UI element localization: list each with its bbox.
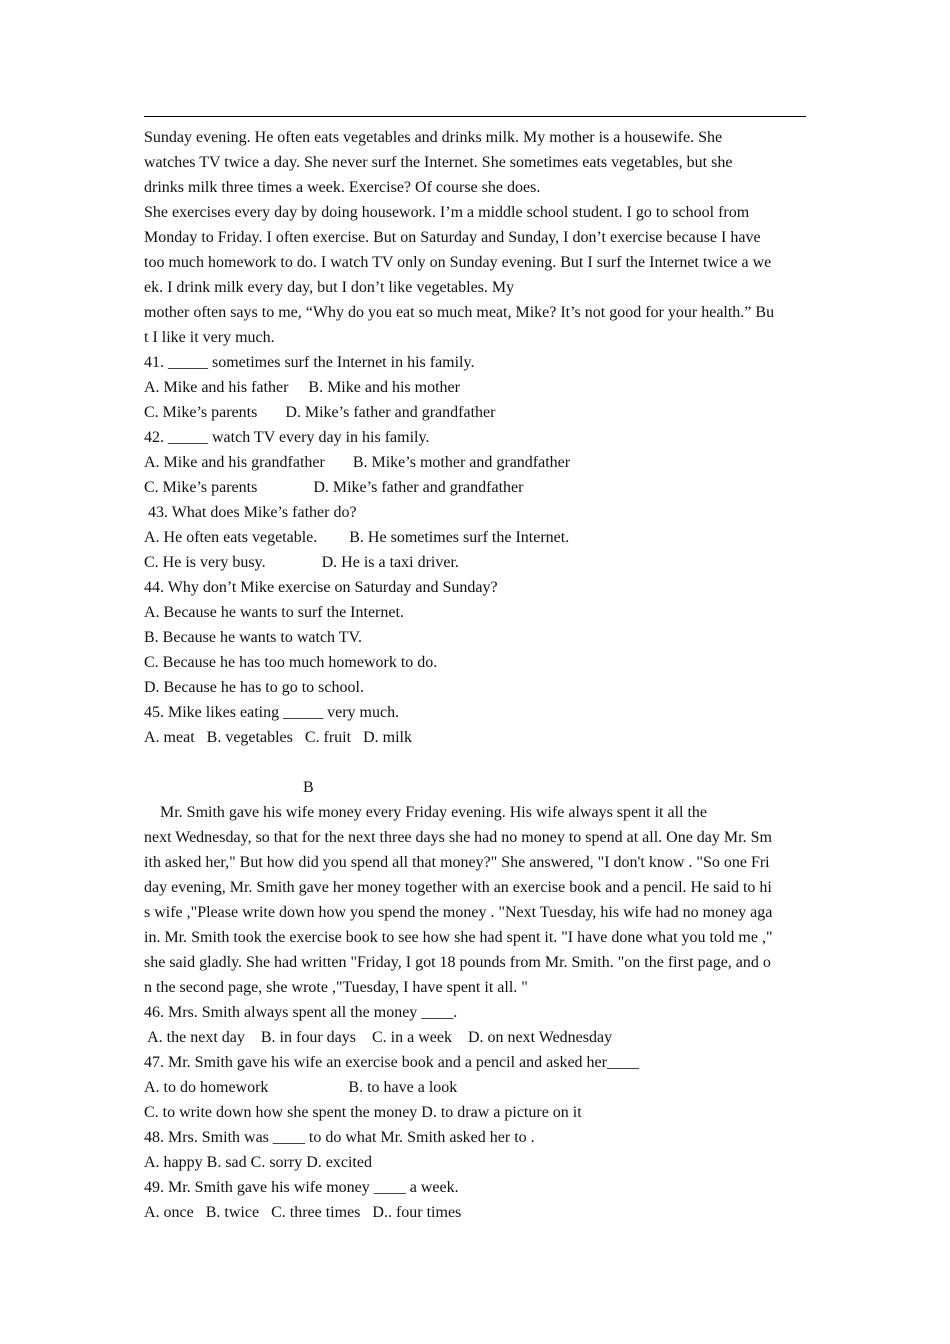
question-line: A. He often eats vegetable. B. He sometimes surf the Internet. [144,529,570,546]
question-line: 46. Mrs. Smith always spent all the money ____. [144,1004,458,1021]
passage-b-line: n the second page, she wrote ,"Tuesday, I have spent it all. " [144,979,528,996]
passage-b-line: next Wednesday, so that for the next three days she had no money to spend at all. One day Mr. Sm [144,829,772,846]
question-line: 41. _____ sometimes surf the Internet in his family. [144,354,475,371]
section-heading: B [303,779,314,796]
passage-a-line: too much homework to do. I watch TV only on Sunday evening. But I surf the Internet twice a we [144,254,772,271]
question-line: B. Because he wants to watch TV. [144,629,363,646]
question-line: 42. _____ watch TV every day in his family. [144,429,430,446]
question-line: C. Mike’s parents D. Mike’s father and grandfather [144,404,496,421]
question-line: 47. Mr. Smith gave his wife an exercise book and a pencil and asked her____ [144,1054,639,1071]
question-line: 49. Mr. Smith gave his wife money ____ a week. [144,1179,459,1196]
passage-b-line: she said gladly. She had written "Friday, I got 18 pounds from Mr. Smith. "on the first page, and o [144,954,771,971]
passage-b-line: Mr. Smith gave his wife money every Friday evening. His wife always spent it all the [144,804,707,821]
question-line: A. Mike and his father B. Mike and his mother [144,379,460,396]
question-line: A. Mike and his grandfather B. Mike’s mother and grandfather [144,454,571,471]
blank-line [144,750,824,775]
passage-b-line: in. Mr. Smith took the exercise book to see how she had spent it. "I have done what you told me ," [144,929,773,946]
question-line: A. meat B. vegetables C. fruit D. milk [144,729,412,746]
passage-a-line: t I like it very much. [144,329,275,346]
question-line: C. Mike’s parents D. Mike’s father and grandfather [144,479,524,496]
question-line: 44. Why don’t Mike exercise on Saturday and Sunday? [144,579,498,596]
question-line: C. Because he has too much homework to do. [144,654,438,671]
passage-a-line: drinks milk three times a week. Exercise? Of course she does. [144,179,541,196]
question-line: C. He is very busy. D. He is a taxi driver. [144,554,459,571]
passage-b-line: day evening, Mr. Smith gave her money together with an exercise book and a pencil. He said to hi [144,879,772,896]
question-line: 43. What does Mike’s father do? [144,504,357,521]
question-line: A. happy B. sad C. sorry D. excited [144,1154,372,1171]
passage-a-line: She exercises every day by doing housework. I’m a middle school student. I go to school from [144,204,750,221]
question-line: A. the next day B. in four days C. in a week D. on next Wednesday [144,1029,613,1046]
passage-a-line: Monday to Friday. I often exercise. But on Saturday and Sunday, I don’t exercise because I have [144,229,761,246]
question-line: C. to write down how she spent the money D. to draw a picture on it [144,1104,582,1121]
passage-b-line: s wife ,"Please write down how you spend the money . "Next Tuesday, his wife had no money aga [144,904,773,921]
passage-a-line: mother often says to me, “Why do you eat so much meat, Mike? It’s not good for your health.” Bu [144,304,775,321]
question-line: A. to do homework B. to have a look [144,1079,458,1096]
passage-a-line: ek. I drink milk every day, but I don’t like vegetables. My [144,279,515,296]
header-rule [144,116,806,117]
passage-a-line: watches TV twice a day. She never surf the Internet. She sometimes eats vegetables, but she [144,154,733,171]
document-body [144,125,824,1225]
passage-a-line: Sunday evening. He often eats vegetables and drinks milk. My mother is a housewife. She [144,129,723,146]
passage-b-line: ith asked her," But how did you spend all that money?" She answered, "I don't know . "So one Fri [144,854,770,871]
question-line: 48. Mrs. Smith was ____ to do what Mr. Smith asked her to . [144,1129,535,1146]
question-line: 45. Mike likes eating _____ very much. [144,704,400,721]
question-line: A. once B. twice C. three times D.. four times [144,1204,462,1221]
question-line: A. Because he wants to surf the Internet. [144,604,404,621]
question-line: D. Because he has to go to school. [144,679,364,696]
